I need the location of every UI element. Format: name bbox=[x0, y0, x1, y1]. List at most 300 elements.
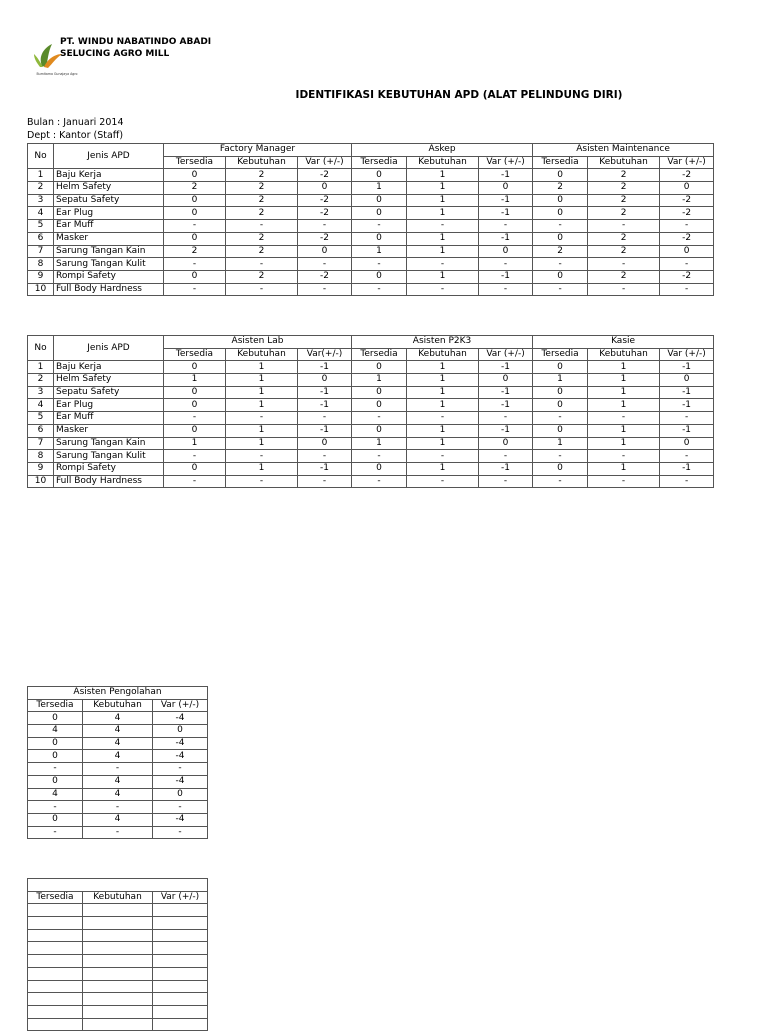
value-cell: 2 bbox=[226, 182, 298, 195]
value-cell: -2 bbox=[660, 270, 714, 283]
value-cell: 0 bbox=[533, 462, 588, 475]
value-cell: 0 bbox=[352, 399, 407, 412]
value-cell bbox=[153, 955, 208, 968]
value-cell bbox=[153, 917, 208, 930]
value-cell: 1 bbox=[352, 245, 407, 258]
value-cell: 1 bbox=[352, 182, 407, 195]
value-cell: 0 bbox=[533, 270, 588, 283]
value-cell: -2 bbox=[660, 169, 714, 182]
column-header: Tersedia bbox=[352, 156, 407, 169]
value-cell: 2 bbox=[588, 207, 660, 220]
value-cell bbox=[153, 1018, 208, 1031]
value-cell: 0 bbox=[352, 194, 407, 207]
column-header: Kebutuhan bbox=[226, 156, 298, 169]
value-cell: - bbox=[660, 220, 714, 233]
value-cell: 0 bbox=[164, 399, 226, 412]
row-number: 5 bbox=[28, 220, 54, 233]
value-cell: 0 bbox=[533, 194, 588, 207]
table-row bbox=[28, 437, 714, 450]
value-cell: - bbox=[660, 283, 714, 296]
item-name: Sarung Tangan Kain bbox=[54, 437, 164, 450]
value-cell: -2 bbox=[660, 194, 714, 207]
header-row bbox=[28, 879, 208, 892]
row-number: 3 bbox=[28, 194, 54, 207]
value-cell: 0 bbox=[153, 725, 208, 738]
value-cell bbox=[153, 980, 208, 993]
value-cell bbox=[83, 955, 153, 968]
value-cell: -2 bbox=[298, 270, 352, 283]
value-cell: 1 bbox=[407, 169, 479, 182]
column-header: Kebutuhan bbox=[226, 348, 298, 361]
value-cell: - bbox=[28, 763, 83, 776]
value-cell: - bbox=[588, 412, 660, 425]
table-row bbox=[28, 929, 208, 942]
value-cell bbox=[28, 942, 83, 955]
value-cell: 2 bbox=[588, 270, 660, 283]
value-cell: 1 bbox=[407, 245, 479, 258]
row-number: 4 bbox=[28, 207, 54, 220]
value-cell: - bbox=[407, 258, 479, 271]
value-cell: 0 bbox=[533, 386, 588, 399]
row-number: 2 bbox=[28, 374, 54, 387]
value-cell: 0 bbox=[352, 386, 407, 399]
value-cell: 1 bbox=[226, 386, 298, 399]
value-cell: - bbox=[660, 412, 714, 425]
value-cell: -4 bbox=[153, 712, 208, 725]
value-cell: - bbox=[153, 763, 208, 776]
value-cell: 0 bbox=[153, 788, 208, 801]
value-cell: - bbox=[164, 283, 226, 296]
group-header: Asisten Lab bbox=[164, 336, 352, 349]
table-row bbox=[28, 386, 714, 399]
value-cell: -1 bbox=[660, 386, 714, 399]
subheader-row bbox=[28, 699, 208, 712]
subheader-row bbox=[28, 891, 208, 904]
value-cell: - bbox=[479, 283, 533, 296]
value-cell: 1 bbox=[407, 399, 479, 412]
table-row bbox=[28, 788, 208, 801]
value-cell: 0 bbox=[533, 232, 588, 245]
table-row bbox=[28, 258, 714, 271]
logo-text: Bumitama Gunajaya Agro bbox=[36, 72, 78, 76]
value-cell: 1 bbox=[407, 182, 479, 195]
value-cell: - bbox=[533, 412, 588, 425]
column-header-item: Jenis APD bbox=[54, 336, 164, 361]
value-cell: 0 bbox=[28, 813, 83, 826]
value-cell: 1 bbox=[407, 424, 479, 437]
value-cell: 0 bbox=[352, 169, 407, 182]
value-cell: - bbox=[407, 475, 479, 488]
value-cell: - bbox=[588, 220, 660, 233]
value-cell: - bbox=[588, 475, 660, 488]
row-number: 7 bbox=[28, 437, 54, 450]
value-cell: 4 bbox=[83, 813, 153, 826]
group-header: Asisten P2K3 bbox=[352, 336, 533, 349]
table-row bbox=[28, 967, 208, 980]
header-row bbox=[28, 144, 714, 157]
value-cell: - bbox=[407, 283, 479, 296]
value-cell: - bbox=[164, 450, 226, 463]
document-title: IDENTIFIKASI KEBUTUHAN APD (ALAT PELINDUNG DIRI) bbox=[295, 89, 623, 101]
value-cell bbox=[83, 980, 153, 993]
value-cell: -2 bbox=[298, 207, 352, 220]
value-cell: - bbox=[83, 763, 153, 776]
value-cell: - bbox=[533, 283, 588, 296]
row-number: 9 bbox=[28, 270, 54, 283]
value-cell: 1 bbox=[352, 374, 407, 387]
value-cell bbox=[83, 917, 153, 930]
value-cell: 1 bbox=[226, 462, 298, 475]
value-cell: 4 bbox=[83, 737, 153, 750]
value-cell: 1 bbox=[164, 437, 226, 450]
value-cell: 1 bbox=[407, 270, 479, 283]
value-cell: 0 bbox=[164, 270, 226, 283]
value-cell: 0 bbox=[533, 207, 588, 220]
value-cell: 2 bbox=[588, 232, 660, 245]
value-cell: -2 bbox=[298, 194, 352, 207]
value-cell: - bbox=[298, 450, 352, 463]
value-cell: -1 bbox=[479, 207, 533, 220]
value-cell: 1 bbox=[352, 437, 407, 450]
value-cell bbox=[83, 929, 153, 942]
value-cell: 0 bbox=[533, 424, 588, 437]
table-row bbox=[28, 904, 208, 917]
item-name: Full Body Hardness bbox=[54, 475, 164, 488]
value-cell: - bbox=[352, 412, 407, 425]
value-cell: - bbox=[352, 283, 407, 296]
value-cell: - bbox=[83, 826, 153, 839]
group-header: Asisten Maintenance bbox=[533, 144, 714, 157]
value-cell: 0 bbox=[352, 424, 407, 437]
value-cell: 1 bbox=[588, 424, 660, 437]
column-header: Kebutuhan bbox=[407, 156, 479, 169]
value-cell: -1 bbox=[479, 169, 533, 182]
value-cell: - bbox=[153, 801, 208, 814]
value-cell: - bbox=[164, 220, 226, 233]
value-cell bbox=[28, 993, 83, 1006]
table-row bbox=[28, 361, 714, 374]
item-name: Helm Safety bbox=[54, 374, 164, 387]
column-header-item: Jenis APD bbox=[54, 144, 164, 169]
value-cell: 0 bbox=[479, 182, 533, 195]
value-cell bbox=[153, 929, 208, 942]
value-cell: - bbox=[298, 258, 352, 271]
value-cell: 0 bbox=[660, 182, 714, 195]
value-cell: - bbox=[660, 258, 714, 271]
table-row bbox=[28, 182, 714, 195]
row-number: 8 bbox=[28, 450, 54, 463]
row-number: 10 bbox=[28, 283, 54, 296]
value-cell: - bbox=[533, 258, 588, 271]
value-cell bbox=[83, 1018, 153, 1031]
month-label: Bulan : Januari 2014 bbox=[27, 117, 124, 128]
value-cell: 1 bbox=[588, 361, 660, 374]
company-name bbox=[60, 36, 211, 60]
value-cell: 0 bbox=[533, 399, 588, 412]
value-cell: - bbox=[588, 283, 660, 296]
table-row bbox=[28, 826, 208, 839]
value-cell bbox=[28, 1005, 83, 1018]
value-cell: - bbox=[407, 450, 479, 463]
row-number: 9 bbox=[28, 462, 54, 475]
value-cell: 4 bbox=[83, 725, 153, 738]
value-cell: 0 bbox=[164, 424, 226, 437]
value-cell bbox=[28, 955, 83, 968]
value-cell: 0 bbox=[164, 169, 226, 182]
table-row bbox=[28, 775, 208, 788]
table-row bbox=[28, 1018, 208, 1031]
value-cell: -1 bbox=[479, 270, 533, 283]
value-cell: 1 bbox=[588, 374, 660, 387]
value-cell: - bbox=[479, 412, 533, 425]
value-cell: -1 bbox=[479, 399, 533, 412]
value-cell: 4 bbox=[28, 725, 83, 738]
value-cell: 0 bbox=[352, 232, 407, 245]
value-cell: 2 bbox=[533, 245, 588, 258]
value-cell bbox=[28, 967, 83, 980]
value-cell: -4 bbox=[153, 737, 208, 750]
value-cell bbox=[28, 917, 83, 930]
value-cell: 2 bbox=[226, 207, 298, 220]
table-row bbox=[28, 194, 714, 207]
value-cell: 1 bbox=[226, 437, 298, 450]
column-header: Kebutuhan bbox=[83, 891, 153, 904]
row-number: 3 bbox=[28, 386, 54, 399]
header-row bbox=[28, 687, 208, 700]
value-cell: -1 bbox=[298, 361, 352, 374]
value-cell: 1 bbox=[407, 462, 479, 475]
company-name-line2: SELUCING AGRO MILL bbox=[60, 49, 170, 59]
value-cell: 0 bbox=[352, 270, 407, 283]
company-name-line1: PT. WINDU NABATINDO ABADI bbox=[60, 37, 212, 47]
column-header: Kebutuhan bbox=[83, 699, 153, 712]
value-cell: 1 bbox=[407, 194, 479, 207]
value-cell: -1 bbox=[660, 462, 714, 475]
value-cell: -1 bbox=[298, 399, 352, 412]
value-cell bbox=[153, 904, 208, 917]
value-cell: -1 bbox=[298, 386, 352, 399]
value-cell: 0 bbox=[164, 207, 226, 220]
row-number: 6 bbox=[28, 424, 54, 437]
value-cell: - bbox=[153, 826, 208, 839]
value-cell: - bbox=[352, 220, 407, 233]
value-cell bbox=[153, 1005, 208, 1018]
table-row bbox=[28, 475, 714, 488]
value-cell: 4 bbox=[83, 750, 153, 763]
column-header: Tersedia bbox=[164, 348, 226, 361]
value-cell: 2 bbox=[226, 245, 298, 258]
apd-table-asisten-pengolahan bbox=[27, 686, 208, 839]
item-name: Ear Muff bbox=[54, 412, 164, 425]
value-cell: 0 bbox=[533, 169, 588, 182]
value-cell: 2 bbox=[588, 169, 660, 182]
value-cell bbox=[83, 904, 153, 917]
column-header: Tersedia bbox=[533, 156, 588, 169]
value-cell: - bbox=[533, 475, 588, 488]
value-cell: - bbox=[298, 283, 352, 296]
column-header: Tersedia bbox=[352, 348, 407, 361]
table-row bbox=[28, 980, 208, 993]
value-cell: 4 bbox=[28, 788, 83, 801]
value-cell: - bbox=[588, 450, 660, 463]
item-name: Rompi Safety bbox=[54, 270, 164, 283]
item-name: Baju Kerja bbox=[54, 169, 164, 182]
item-name: Sarung Tangan Kulit bbox=[54, 450, 164, 463]
value-cell: 0 bbox=[352, 361, 407, 374]
value-cell: 0 bbox=[533, 361, 588, 374]
group-header: Kasie bbox=[533, 336, 714, 349]
table-row bbox=[28, 374, 714, 387]
item-name: Ear Muff bbox=[54, 220, 164, 233]
value-cell bbox=[83, 993, 153, 1006]
item-name: Ear Plug bbox=[54, 399, 164, 412]
value-cell: 0 bbox=[479, 245, 533, 258]
row-number: 1 bbox=[28, 169, 54, 182]
column-header: Var(+/-) bbox=[298, 348, 352, 361]
value-cell: - bbox=[352, 450, 407, 463]
value-cell: 2 bbox=[533, 182, 588, 195]
value-cell: - bbox=[407, 220, 479, 233]
value-cell: - bbox=[164, 475, 226, 488]
value-cell: -1 bbox=[479, 386, 533, 399]
value-cell: -2 bbox=[298, 169, 352, 182]
value-cell: -1 bbox=[479, 424, 533, 437]
value-cell: 1 bbox=[407, 437, 479, 450]
value-cell: 0 bbox=[660, 437, 714, 450]
value-cell: - bbox=[352, 475, 407, 488]
table-row bbox=[28, 917, 208, 930]
table-row bbox=[28, 232, 714, 245]
column-header: Tersedia bbox=[164, 156, 226, 169]
value-cell: 2 bbox=[588, 194, 660, 207]
value-cell: 0 bbox=[164, 232, 226, 245]
value-cell: 1 bbox=[407, 361, 479, 374]
value-cell: 0 bbox=[28, 775, 83, 788]
value-cell: 0 bbox=[352, 207, 407, 220]
column-header: Kebutuhan bbox=[407, 348, 479, 361]
value-cell: -1 bbox=[298, 462, 352, 475]
value-cell: 4 bbox=[83, 788, 153, 801]
value-cell: 2 bbox=[226, 169, 298, 182]
value-cell: - bbox=[28, 826, 83, 839]
value-cell: 0 bbox=[164, 361, 226, 374]
value-cell: -1 bbox=[479, 194, 533, 207]
value-cell: 4 bbox=[83, 712, 153, 725]
table-row bbox=[28, 993, 208, 1006]
item-name: Baju Kerja bbox=[54, 361, 164, 374]
value-cell bbox=[28, 929, 83, 942]
value-cell: 0 bbox=[660, 374, 714, 387]
value-cell: - bbox=[660, 475, 714, 488]
department-label: Dept : Kantor (Staff) bbox=[27, 130, 124, 141]
value-cell: 1 bbox=[407, 386, 479, 399]
value-cell: -4 bbox=[153, 813, 208, 826]
value-cell: 0 bbox=[164, 194, 226, 207]
table-row bbox=[28, 942, 208, 955]
table-row bbox=[28, 245, 714, 258]
apd-table-blank bbox=[27, 878, 208, 1031]
row-number: 1 bbox=[28, 361, 54, 374]
value-cell: 1 bbox=[226, 374, 298, 387]
value-cell: -2 bbox=[660, 207, 714, 220]
column-header-no: No bbox=[28, 144, 54, 169]
table-row bbox=[28, 169, 714, 182]
value-cell: 0 bbox=[352, 462, 407, 475]
value-cell: 1 bbox=[533, 437, 588, 450]
table-row bbox=[28, 725, 208, 738]
item-name: Sepatu Safety bbox=[54, 194, 164, 207]
value-cell: - bbox=[479, 450, 533, 463]
value-cell: 0 bbox=[298, 245, 352, 258]
value-cell: 1 bbox=[407, 232, 479, 245]
group-header: Askep bbox=[352, 144, 533, 157]
value-cell: 1 bbox=[226, 361, 298, 374]
value-cell bbox=[83, 1005, 153, 1018]
table-row bbox=[28, 462, 714, 475]
column-header: Var (+/-) bbox=[479, 348, 533, 361]
value-cell: 1 bbox=[164, 374, 226, 387]
table-row bbox=[28, 750, 208, 763]
row-number: 8 bbox=[28, 258, 54, 271]
item-name: Masker bbox=[54, 232, 164, 245]
group-header: Factory Manager bbox=[164, 144, 352, 157]
value-cell: - bbox=[226, 450, 298, 463]
value-cell: - bbox=[28, 801, 83, 814]
table-row bbox=[28, 712, 208, 725]
value-cell: 0 bbox=[298, 374, 352, 387]
value-cell: 4 bbox=[83, 775, 153, 788]
item-name: Masker bbox=[54, 424, 164, 437]
item-name: Full Body Hardness bbox=[54, 283, 164, 296]
value-cell: 2 bbox=[226, 232, 298, 245]
value-cell: 1 bbox=[588, 399, 660, 412]
table-row bbox=[28, 801, 208, 814]
value-cell: -2 bbox=[298, 232, 352, 245]
item-name: Sarung Tangan Kulit bbox=[54, 258, 164, 271]
value-cell: 0 bbox=[479, 437, 533, 450]
column-header: Var (+/-) bbox=[298, 156, 352, 169]
value-cell: 0 bbox=[164, 462, 226, 475]
value-cell bbox=[28, 904, 83, 917]
item-name: Rompi Safety bbox=[54, 462, 164, 475]
value-cell: - bbox=[352, 258, 407, 271]
column-header: Var (+/-) bbox=[153, 891, 208, 904]
table-row bbox=[28, 399, 714, 412]
column-header: Kebutuhan bbox=[588, 156, 660, 169]
value-cell: -4 bbox=[153, 775, 208, 788]
column-header: Var (+/-) bbox=[479, 156, 533, 169]
value-cell: - bbox=[479, 475, 533, 488]
table-row bbox=[28, 450, 714, 463]
value-cell bbox=[28, 980, 83, 993]
value-cell: 0 bbox=[298, 437, 352, 450]
value-cell: - bbox=[588, 258, 660, 271]
value-cell: 1 bbox=[588, 462, 660, 475]
apd-table-2 bbox=[27, 335, 714, 488]
table-row bbox=[28, 737, 208, 750]
table-row bbox=[28, 220, 714, 233]
value-cell: - bbox=[407, 412, 479, 425]
value-cell: - bbox=[226, 258, 298, 271]
value-cell: 0 bbox=[164, 386, 226, 399]
value-cell: 0 bbox=[479, 374, 533, 387]
value-cell: 0 bbox=[28, 737, 83, 750]
value-cell: - bbox=[164, 258, 226, 271]
value-cell bbox=[83, 967, 153, 980]
value-cell: - bbox=[533, 450, 588, 463]
value-cell bbox=[153, 967, 208, 980]
row-number: 10 bbox=[28, 475, 54, 488]
